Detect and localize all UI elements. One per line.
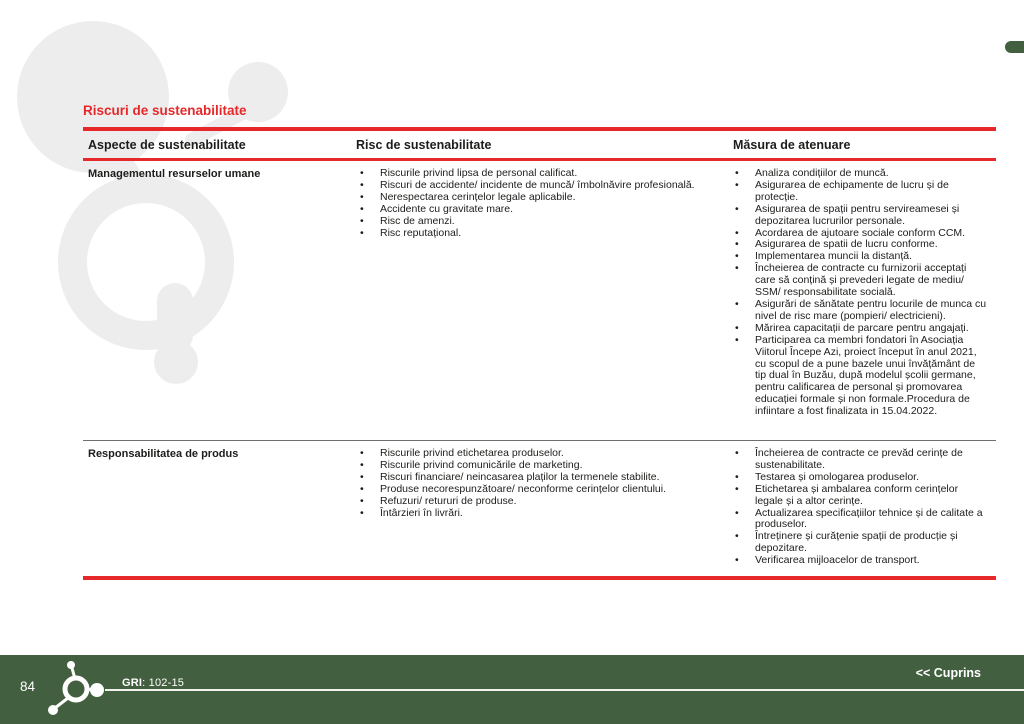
section-tab-marker [1005, 41, 1024, 53]
table-row [83, 441, 996, 576]
bullet-icon: • [360, 167, 364, 179]
measure-list [730, 448, 996, 567]
list-item-text: Implementarea muncii la distanță. [755, 250, 912, 263]
bullet-icon: • [735, 321, 739, 334]
bullet-icon: • [735, 447, 739, 459]
list-item [357, 508, 722, 520]
table-of-contents-link[interactable]: << Cuprins [915, 666, 981, 680]
list-item [732, 180, 988, 204]
list-item-text: Asigurarea de echipamente de lucru și de protecție. [755, 178, 949, 203]
page-number: 84 [20, 679, 36, 694]
bullet-icon: • [735, 297, 739, 310]
bullet-icon: • [360, 506, 364, 519]
list-item [732, 323, 988, 335]
main-content [83, 103, 996, 580]
list-item-text: Acordarea de ajutoare sociale conform CCM. [755, 226, 966, 239]
list-item-text: Risc de amenzi. [380, 214, 455, 227]
footer-divider-line [105, 689, 1024, 691]
bullet-icon: • [735, 250, 739, 263]
bullet-icon: • [735, 506, 739, 519]
list-item [357, 192, 722, 204]
column-header-risks: Risc de sustenabilitate [356, 137, 492, 152]
bullet-icon: • [360, 458, 364, 471]
list-item-text: Analiza condițiilor de muncă. [755, 167, 889, 179]
list-item [732, 484, 988, 508]
list-item [732, 335, 988, 418]
list-item [357, 484, 722, 496]
list-item-text: Produse necorespunzătoare/ neconforme cerințelor clientului. [380, 482, 666, 495]
list-item-text: Încheierea de contracte ce prevăd cerințe de sustenabilitate. [755, 447, 963, 471]
table-header-row [83, 131, 996, 158]
bullet-icon: • [735, 238, 739, 251]
list-item [732, 531, 988, 555]
list-item [732, 555, 988, 567]
column-header-measures: Măsura de atenuare [733, 137, 851, 152]
list-item [732, 263, 988, 299]
bullet-icon: • [360, 482, 364, 495]
footer-band [0, 655, 1024, 724]
bullet-icon: • [360, 470, 364, 483]
table-row [83, 161, 996, 440]
list-item [732, 204, 988, 228]
list-item-text: Risc reputațional. [380, 226, 462, 239]
list-item [357, 496, 722, 508]
list-item [357, 216, 722, 228]
bullet-icon: • [360, 190, 364, 203]
list-item-text: Întreținere și curățenie spații de producție și depozitare. [755, 530, 958, 555]
list-item [732, 508, 988, 532]
list-item-text: Riscurile privind etichetarea produselor. [380, 447, 564, 459]
list-item-text: Încheierea de contracte cu furnizorii acceptați care să conțină și prevederi legate de mediu/ SSM/ responsabilitate socială. [755, 262, 967, 299]
list-item-text: Refuzuri/ retururi de produse. [380, 494, 517, 507]
list-item-text: Întârzieri în livrări. [380, 506, 463, 519]
column-header-aspects: Aspecte de sustenabilitate [88, 137, 246, 152]
list-item-text: Riscuri de accidente/ incidente de muncă/ îmbolnăvire profesională. [380, 178, 695, 191]
list-item-text: Etichetarea și ambalarea conform cerințelor legale și a altor cerințe. [755, 482, 959, 507]
list-item [357, 472, 722, 484]
table-bottom-rule [83, 576, 996, 580]
bullet-icon: • [360, 494, 364, 507]
bullet-icon: • [735, 554, 739, 567]
gri-value: : 102-15 [142, 677, 185, 689]
list-item-text: Actualizarea specificațiilor tehnice și de calitate a produselor. [755, 506, 983, 531]
gri-reference [122, 677, 184, 689]
bullet-icon: • [735, 202, 739, 215]
bullet-icon: • [360, 202, 364, 215]
gri-label: GRI [122, 677, 143, 689]
bullet-icon: • [360, 214, 364, 227]
list-item-text: Riscurile privind lipsa de personal calificat. [380, 167, 578, 179]
list-item-text: Verificarea mijloacelor de transport. [755, 554, 920, 567]
list-item-text: Riscuri financiare/ neincasarea plaților la termenele stabilite. [380, 470, 660, 483]
list-item-text: Asigurarea de spatii de lucru conforme. [755, 238, 938, 251]
measure-list [730, 168, 996, 431]
bullet-icon: • [735, 333, 739, 346]
sustainability-risks-table [83, 127, 996, 580]
molecule-logo-icon [44, 659, 114, 719]
list-item-text: Mărirea capacitații de parcare pentru angajați. [755, 321, 969, 334]
risk-list [355, 448, 730, 567]
bullet-icon: • [735, 530, 739, 543]
page-title: Riscuri de sustenabilitate [83, 103, 247, 118]
bullet-icon: • [735, 470, 739, 483]
list-item-text: Asigurarea de spații pentru servireamesei și depozitarea lucrurilor personale. [755, 202, 960, 227]
list-item-text: Nerespectarea cerințelor legale aplicabile. [380, 190, 576, 203]
bullet-icon: • [735, 178, 739, 191]
aspect-label: Managementul resurselor umane [88, 168, 261, 180]
risk-list [355, 168, 730, 431]
list-item [357, 204, 722, 216]
list-item [732, 299, 988, 323]
bullet-icon: • [360, 226, 364, 239]
list-item [357, 228, 722, 240]
bullet-icon: • [735, 262, 739, 275]
list-item-text: Asigurări de sănătate pentru locurile de munca cu nivel de risc mare (pompieri/ electricieni). [755, 297, 987, 322]
list-item-text: Accidente cu gravitate mare. [380, 202, 514, 215]
list-item-text: Participarea ca membri fondatori în Asociația Viitorul Începe Azi, proiect început în anul 2021, cu scopul de a pune bazele unui învățământ de tip dual în Buzău, după modelul școlii germane, pentru calificarea de personal și promovarea educației formale și non formale.Procedura de infiintare a fost finalizata in 15.04.2022. [755, 333, 977, 418]
bullet-icon: • [735, 167, 739, 179]
list-item-text: Testarea și omologarea produselor. [755, 470, 920, 483]
list-item-text: Riscurile privind comunicările de marketing. [380, 458, 583, 471]
bullet-icon: • [735, 482, 739, 495]
list-item [732, 472, 988, 484]
list-item [732, 448, 988, 472]
bullet-icon: • [360, 447, 364, 459]
aspect-label: Responsabilitatea de produs [88, 448, 239, 460]
bullet-icon: • [360, 178, 364, 191]
bullet-icon: • [735, 226, 739, 239]
